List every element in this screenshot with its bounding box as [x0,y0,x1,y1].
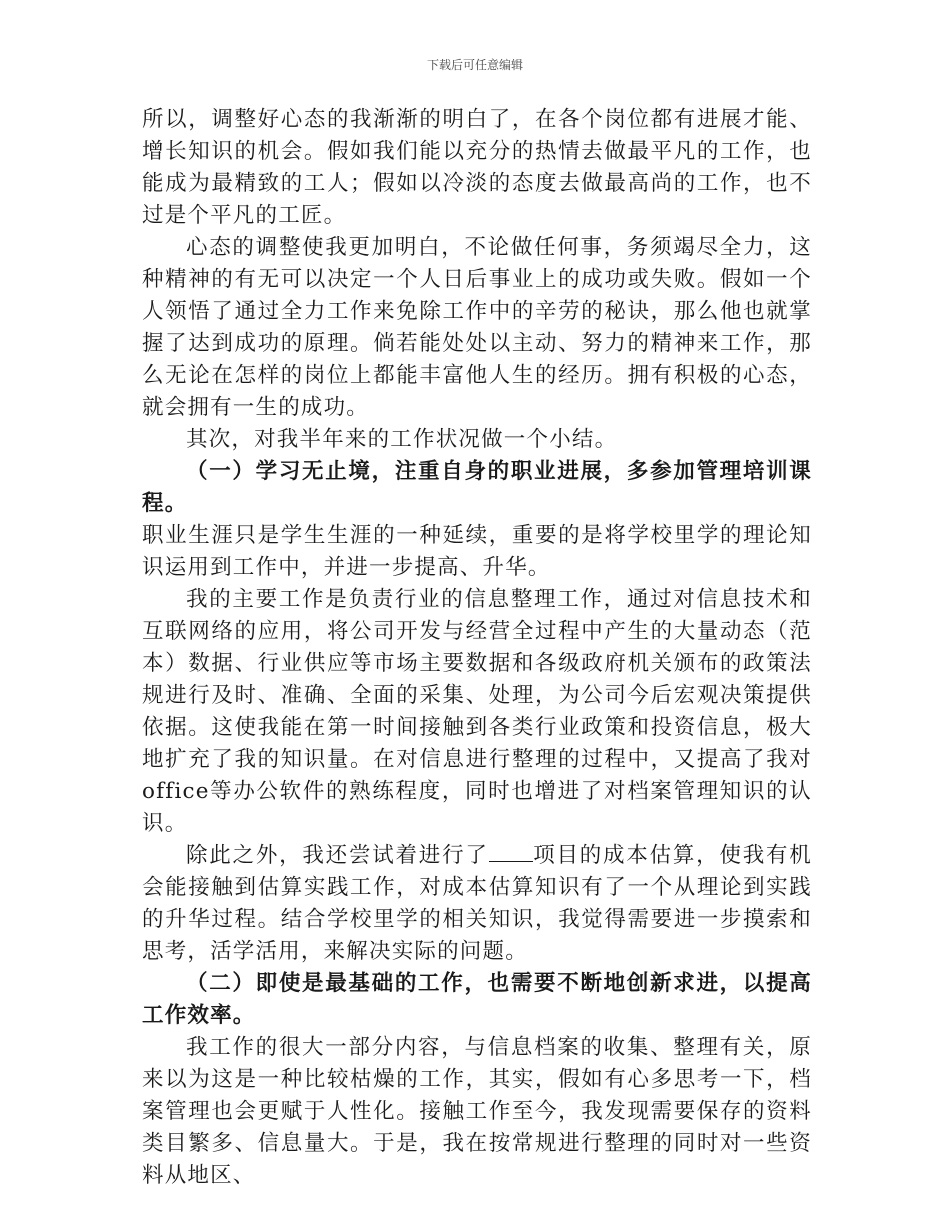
fill-in-blank [489,843,533,862]
page-header: 下载后可任意编辑 [426,58,523,72]
section-heading-2: （二）即使是最基础的工作，也需要不断地创新求进，以提高工作效率。 [142,971,812,1028]
section-heading-1: （一）学习无止境，注重自身的职业进展，多参加管理培训课程。 [142,459,812,516]
paragraph-archive-work: 我工作的很大一部分内容，与信息档案的收集、整理有关，原来以为这是一种比较枯燥的工作，其实，假如有心多思考一下，档案管理也会更赋于人性化。接触工作至今，我发现需要保存的资料类目繁多、信息量大。于是，我在按常规进行整理的同时对一些资料从地区、 [142,1035,812,1188]
paragraph-main-work: 我的主要工作是负责行业的信息整理工作，通过对信息技术和互联网络的应用，将公司开发与经营全过程中产生的大量动态（范本）数据、行业供应等市场主要数据和各级政府机关颁布的政策法规进行及时、准确、全面的采集、处理，为公司今后宏观决策提供依据。这使我能在第一时间接触到各类行业政策和投资信息，极大地扩充了我的知识量。在对信息进行整理的过程中，又提高了我对office等办公软件的熟练程度，同时也增进了对档案管理知识的认识。 [142,587,812,836]
paragraph-mindset-adjustment: 心态的调整使我更加明白，不论做任何事，务须竭尽全力，这种精神的有无可以决定一个人日后事业上的成功或失败。假如一个人领悟了通过全力工作来免除工作中的辛劳的秘诀，那么他也就掌握了达到成功的原理。倘若能处处以主动、努力的精神来工作，那么无论在怎样的岗位上都能丰富他人生的经历。拥有积极的心态，就会拥有一生的成功。 [142,235,812,420]
paragraph-summary-intro: 其次，对我半年来的工作状况做一个小结。 [186,427,618,452]
paragraph-career-continuation: 职业生涯只是学生生涯的一种延续，重要的是将学校里学的理论知识运用到工作中，并进一步提高、升华。 [142,523,812,580]
paragraph-mindset-conclusion: 所以，调整好心态的我渐渐的明白了，在各个岗位都有进展才能、增长知识的机会。假如我们能以充分的热情去做最平凡的工作，也能成为最精致的工人；假如以冷淡的态度去做最高尚的工作，也不过是个平凡的工匠。 [142,107,812,228]
paragraph-cost-estimation [142,840,812,968]
document-body [142,104,812,1192]
paragraph-cost-estimation-after: 项目的成本估算，使我有机会能接触到估算实践工作，对成本估算知识有了一个从理论到实践的升华过程。结合学校里学的相关知识，我觉得需要进一步摸索和思考，活学活用，来解决实际的问题。 [142,843,812,964]
paragraph-cost-estimation-before: 除此之外，我还尝试着进行了 [186,843,489,868]
